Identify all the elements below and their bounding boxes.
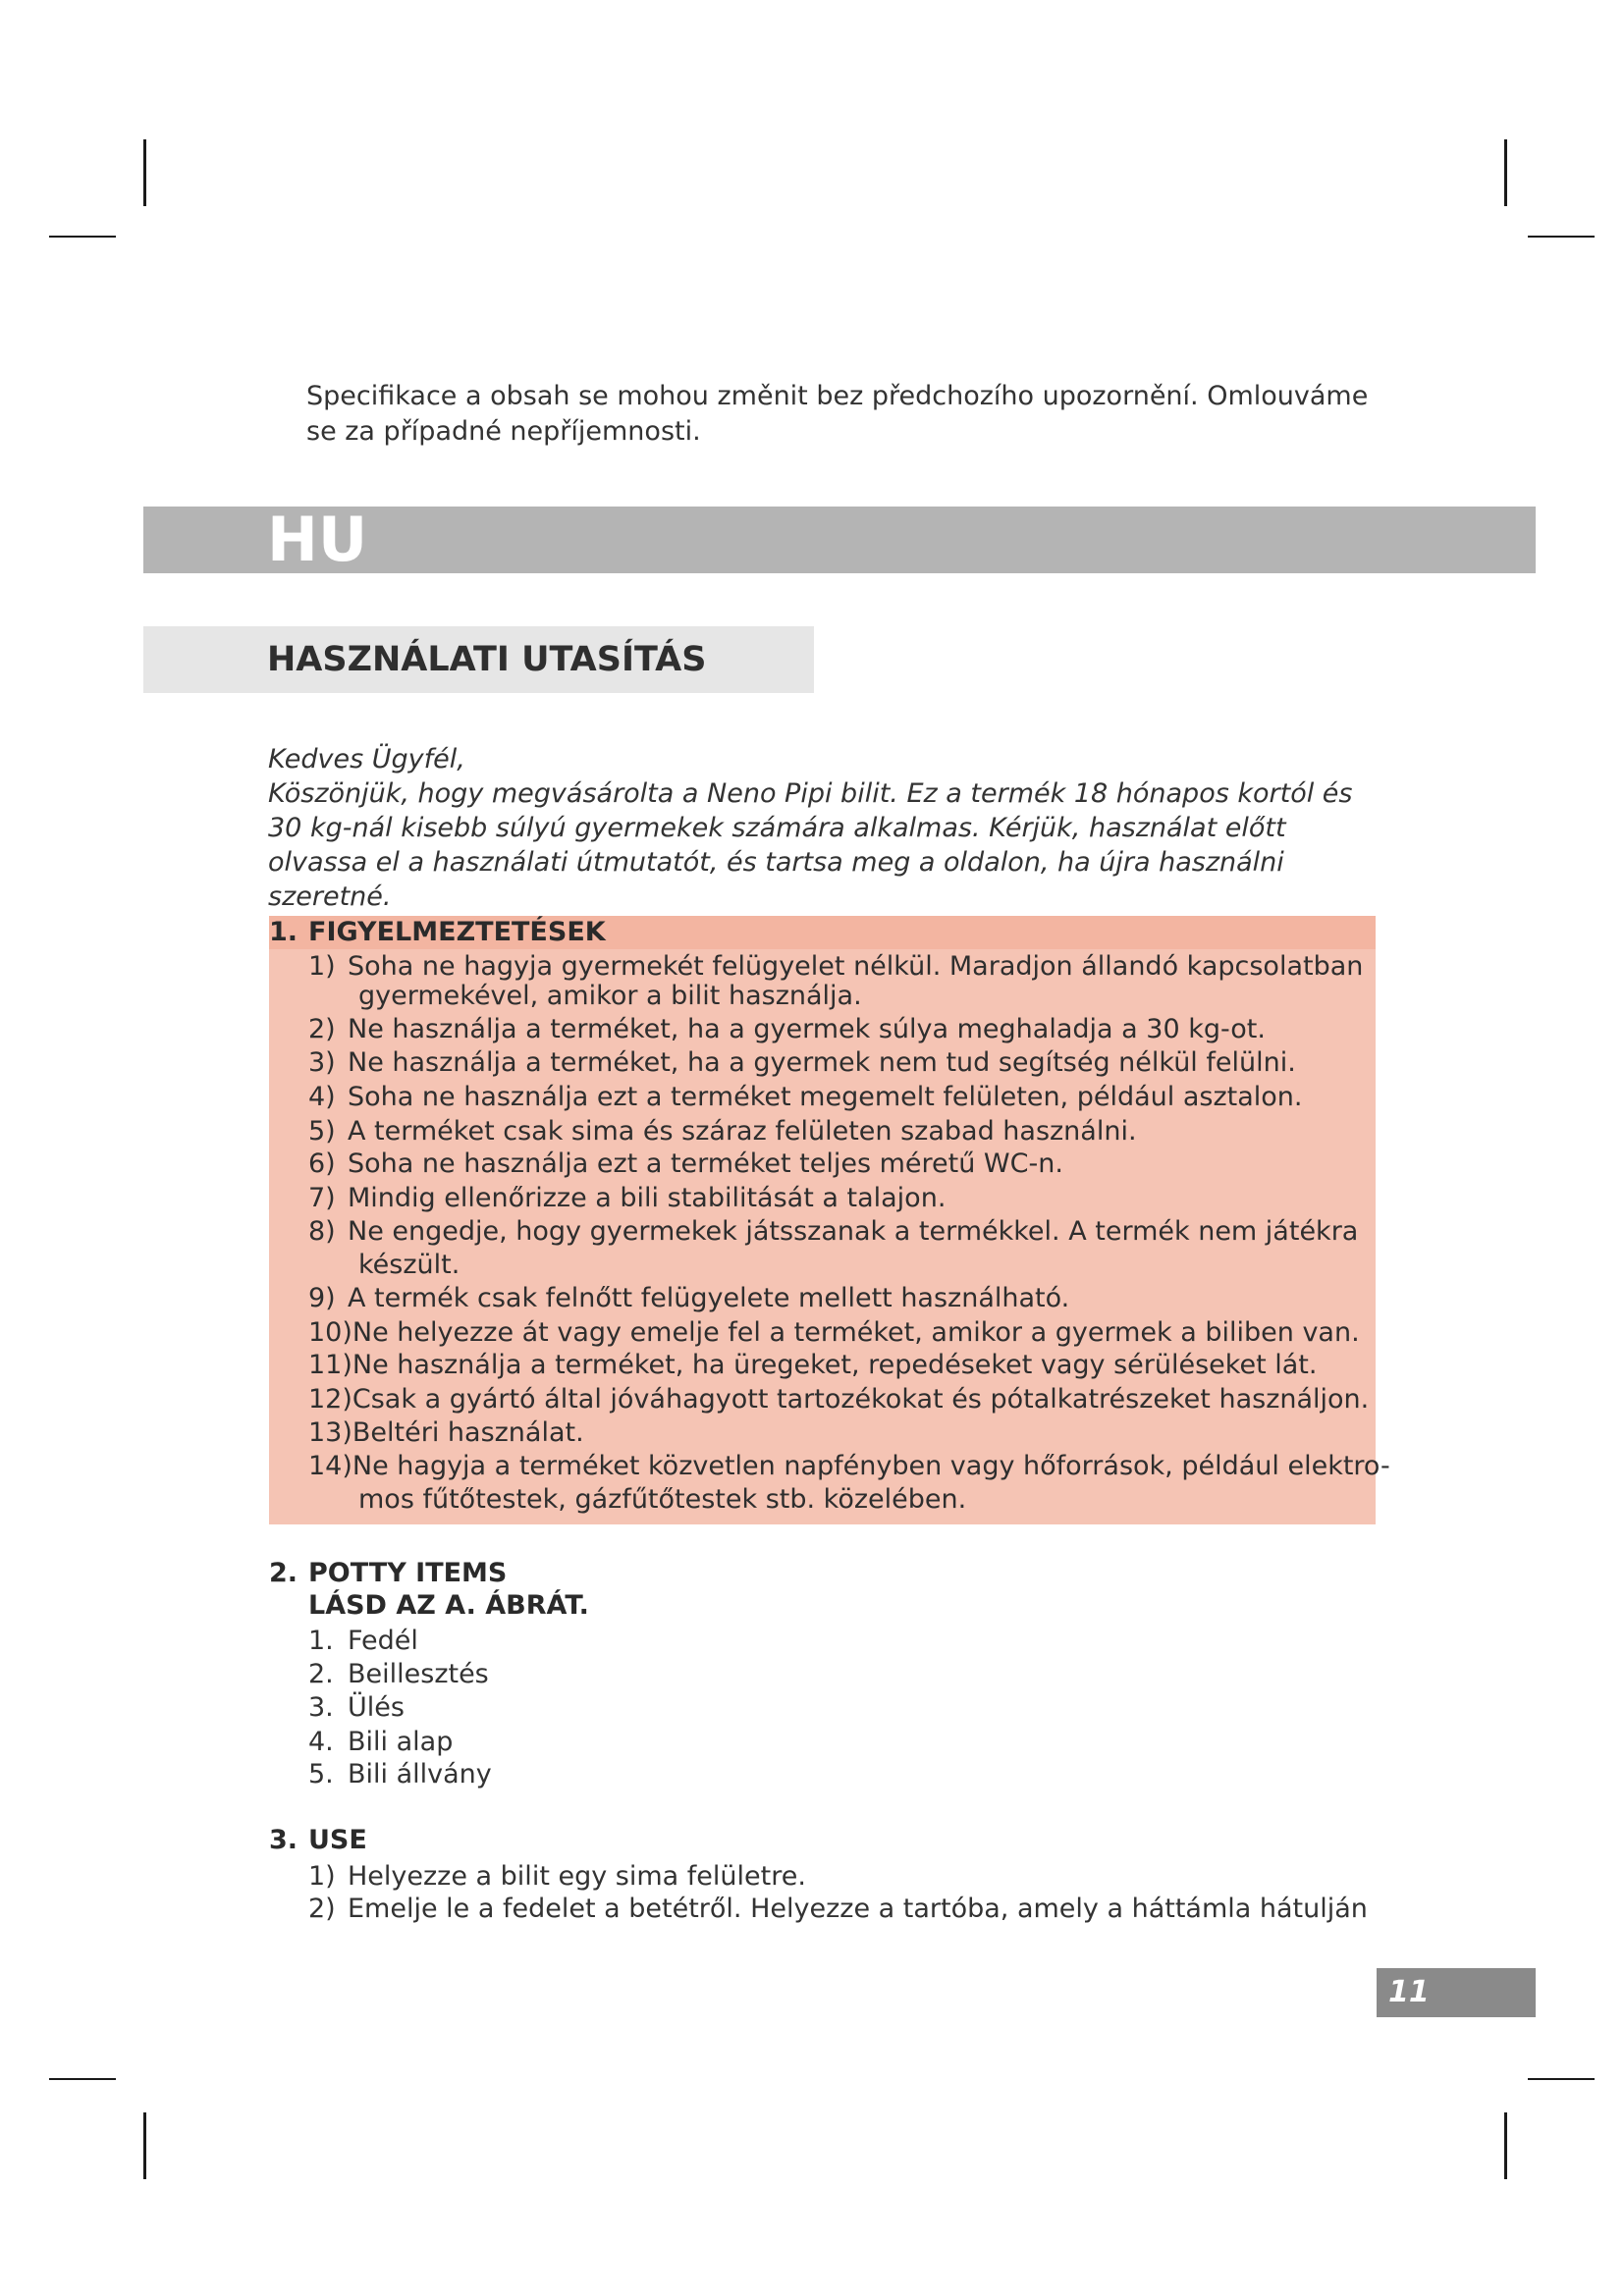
- intro-text: Specifikace a obsah se mohou změnit bez předchozího upozornění. Omlouváme se za případné nepříjemnosti.: [306, 381, 1369, 447]
- items-heading: [269, 1557, 507, 1590]
- list-item: 1) Helyezze a bilit egy sima felületre.: [308, 1861, 806, 1892]
- list-item: 1. Fedél: [308, 1626, 418, 1656]
- warnings-title: FIGYELMEZTETÉSEK: [308, 917, 606, 947]
- warning-item: 10)Ne helyezze át vagy emelje fel a terméket, amikor a gyermek a biliben van.: [308, 1317, 1360, 1348]
- crop-mark-bottom-left-vertical: [143, 2112, 146, 2179]
- warning-item: 4) Soha ne használja ezt a terméket megemelt felületen, például asztalon.: [308, 1082, 1303, 1112]
- use-number: 3.: [269, 1825, 298, 1855]
- crop-mark-bottom-left-horizontal: [49, 2078, 116, 2080]
- warning-item: 11)Ne használja a terméket, ha üregeket, repedéseket vagy sérüléseket lát.: [308, 1350, 1318, 1380]
- crop-mark-bottom-right-vertical: [1504, 2112, 1507, 2179]
- warning-item: 14)Ne hagyja a terméket közvetlen napfényben vagy hőforrások, például elektro- mos fűtőtestek, gázfűtőtestek stb. közelében.: [308, 1451, 1390, 1515]
- greeting-body: Köszönjük, hogy megvásárolta a Neno Pipi bilit. Ez a termék 18 hónapos kortól és 30 kg-nál kisebb súlyú gyermekek számára alkalmas. Kérjük, használat előtt olvassa el a használati útmutatót, és tartsa meg a oldalon, ha újra használni szeretné.: [268, 778, 1353, 912]
- greeting: [268, 742, 1378, 914]
- warning-item: 3) Ne használja a terméket, ha a gyermek nem tud segítség nélkül felülni.: [308, 1047, 1296, 1078]
- warning-item: 5) A terméket csak sima és száraz felületen szabad használni.: [308, 1116, 1137, 1147]
- section-header: [143, 626, 814, 693]
- list-item: 4. Bili alap: [308, 1727, 454, 1757]
- page-number-tab: [1377, 1968, 1536, 2017]
- warning-item: 8) Ne engedje, hogy gyermekek játsszanak a termékkel. A termék nem játékra készült.: [308, 1216, 1359, 1280]
- crop-mark-top-left-vertical: [143, 139, 146, 206]
- section-title: HASZNÁLATI UTASÍTÁS: [267, 640, 707, 679]
- warnings-heading: [269, 916, 606, 949]
- crop-mark-top-left-horizontal: [49, 236, 116, 238]
- list-item: 5. Bili állvány: [308, 1759, 492, 1789]
- use-title: USE: [308, 1825, 367, 1855]
- warning-item: 9) A termék csak felnőtt felügyelete mellett használható.: [308, 1283, 1070, 1313]
- crop-mark-top-right-horizontal: [1528, 236, 1595, 238]
- warnings-number: 1.: [269, 917, 298, 947]
- warning-item: 2) Ne használja a terméket, ha a gyermek súlya meghaladja a 30 kg-ot.: [308, 1014, 1266, 1044]
- crop-mark-bottom-right-horizontal: [1528, 2078, 1595, 2080]
- warning-item: 7) Mindig ellenőrizze a bili stabilitását a talajon.: [308, 1183, 947, 1213]
- list-item: 3. Ülés: [308, 1692, 405, 1723]
- items-subtitle: LÁSD AZ A. ÁBRÁT.: [308, 1590, 589, 1621]
- list-item: 2) Emelje le a fedelet a betétről. Helyezze a tartóba, amely a háttámla hátulján: [308, 1894, 1368, 1924]
- items-title: POTTY ITEMS: [308, 1558, 508, 1588]
- warning-item: 12)Csak a gyártó által jóváhagyott tartozékokat és pótalkatrészeket használjon.: [308, 1384, 1370, 1415]
- crop-mark-top-right-vertical: [1504, 139, 1507, 206]
- page-number: 11: [1388, 1975, 1430, 2009]
- warning-item: 13)Beltéri használat.: [308, 1417, 584, 1448]
- list-item: 2. Beillesztés: [308, 1659, 489, 1689]
- use-heading: [269, 1824, 367, 1857]
- language-band: [143, 504, 1536, 575]
- warning-item: 1) Soha ne hagyja gyermekét felügyelet nélkül. Maradjon állandó kapcsolatban gyermekével, amikor a bilit használja.: [308, 951, 1364, 1011]
- greeting-salutation: Kedves Ügyfél,: [268, 744, 465, 774]
- items-number: 2.: [269, 1558, 298, 1588]
- language-code: HU: [267, 504, 368, 575]
- warning-item: 6) Soha ne használja ezt a terméket teljes méretű WC-n.: [308, 1148, 1063, 1179]
